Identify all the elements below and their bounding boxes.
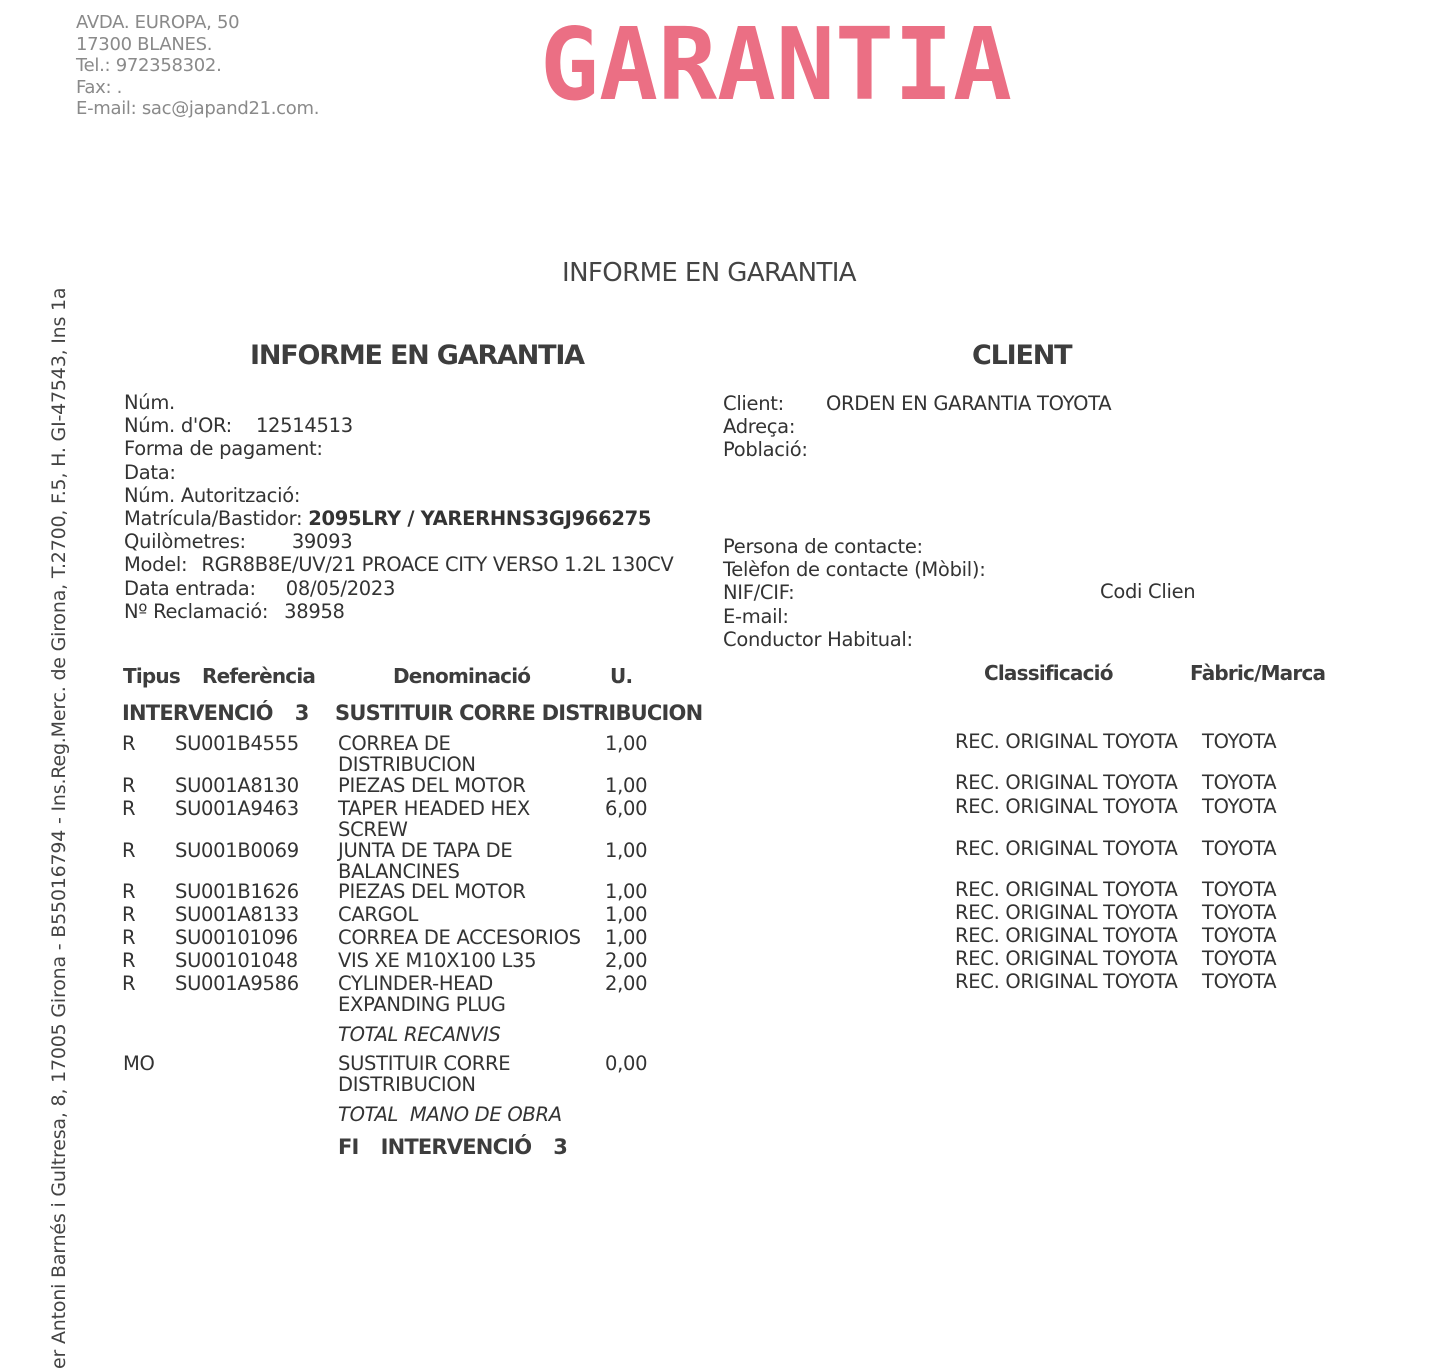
table-row-class: REC. ORIGINAL TOYOTA [955, 901, 1178, 924]
col-header-denominacio: Denominació [393, 664, 531, 688]
table-row-brand: TOYOTA [1202, 947, 1277, 970]
field-persona-contacte: Persona de contacte: [723, 535, 923, 558]
field-email: E-mail: [723, 604, 789, 628]
table-row-tipus: R [122, 926, 136, 949]
table-row-ref: SU001A9586 [175, 972, 299, 995]
labor-desc: SUSTITUIR CORRE DISTRIBUCION [338, 1052, 511, 1096]
phone-line: Tel.: 972358302. [76, 55, 222, 76]
table-row-units: 2,00 [605, 972, 648, 995]
table-row-units: 1,00 [605, 903, 648, 926]
field-num-or: Núm. d'OR: 12514513 [124, 414, 353, 438]
table-row-ref: SU001B0069 [175, 839, 299, 862]
table-row-tipus: R [122, 732, 136, 755]
field-conductor-habitual: Conductor Habitual: [723, 627, 913, 651]
table-row-desc: PIEZAS DEL MOTOR [338, 774, 526, 797]
table-row-brand: TOYOTA [1202, 730, 1277, 753]
client-fields [723, 392, 1111, 462]
table-row-brand: TOYOTA [1202, 795, 1277, 818]
table-row-tipus: R [122, 972, 136, 995]
col-header-classificacio: Classificació [984, 661, 1113, 685]
field-client: Client: ORDEN EN GARANTIA TOYOTA [723, 392, 1112, 415]
field-telefon-contacte: Telèfon de contacte (Mòbil): [723, 558, 986, 582]
table-row-tipus: R [122, 839, 136, 862]
table-row-units: 6,00 [605, 797, 648, 820]
report-heading: INFORME EN GARANTIA [250, 340, 584, 371]
field-num-reclamacio: Nº Reclamació: 38958 [124, 599, 345, 623]
total-mano-obra-label: TOTAL MANO DE OBRA [338, 1103, 562, 1126]
table-row-desc: VIS XE M10X100 L35 [338, 949, 537, 972]
table-row-class: REC. ORIGINAL TOYOTA [955, 970, 1178, 993]
field-model: Model: RGR8B8E/UV/21 PROACE CITY VERSO 1.2L 130CV [124, 553, 674, 577]
address-line: AVDA. EUROPA, 50 [76, 12, 240, 33]
col-header-units: U. [610, 664, 633, 688]
table-row-units: 1,00 [605, 880, 648, 903]
table-row-class: REC. ORIGINAL TOYOTA [955, 795, 1178, 818]
table-row-class: REC. ORIGINAL TOYOTA [955, 924, 1178, 947]
table-row-desc: CORREA DE DISTRIBUCION [338, 732, 476, 776]
table-row-brand: TOYOTA [1202, 878, 1277, 901]
table-row-tipus: R [122, 903, 136, 926]
table-row-ref: SU001B1626 [175, 880, 299, 903]
document-title: INFORME EN GARANTIA [562, 258, 856, 288]
table-row-desc: PIEZAS DEL MOTOR [338, 880, 526, 903]
codi-client-label: Codi Clien [1100, 580, 1196, 603]
table-row-brand: TOYOTA [1202, 924, 1277, 947]
field-adreca: Adreça: [723, 415, 796, 439]
email-line: E-mail: sac@japand21.com. [76, 98, 320, 119]
end-intervention: FI INTERVENCIÓ 3 [338, 1135, 568, 1159]
total-recanvis-label: TOTAL RECANVIS [338, 1023, 501, 1046]
table-row-desc: CORREA DE ACCESORIOS [338, 926, 581, 949]
table-row-units: 2,00 [605, 949, 648, 972]
field-forma-pagament: Forma de pagament: [124, 437, 323, 461]
table-row-class: REC. ORIGINAL TOYOTA [955, 947, 1178, 970]
table-row-tipus: R [122, 774, 136, 797]
table-row-desc: CYLINDER-HEAD EXPANDING PLUG [338, 972, 506, 1016]
field-num-autoritzacio: Núm. Autorització: [124, 483, 301, 507]
company-address-block [76, 12, 319, 120]
intervention-title: SUSTITUIR CORRE DISTRIBUCION [335, 701, 703, 725]
field-data-entrada: Data entrada: 08/05/2023 [124, 576, 396, 600]
col-header-fabric-marca: Fàbric/Marca [1190, 661, 1326, 685]
table-row-brand: TOYOTA [1202, 901, 1277, 924]
table-row-units: 1,00 [605, 926, 648, 949]
labor-units: 0,00 [605, 1052, 648, 1075]
table-row-ref: SU001A8133 [175, 903, 299, 926]
table-row-desc: JUNTA DE TAPA DE BALANCINES [338, 839, 513, 883]
client-contact-fields [723, 535, 985, 651]
company-registry-sidebar-text: er Antoni Barnés i Gultresa, 8, 17005 Girona - B55016794 - Ins.Reg.Merc. de Girona, T.2700, F.5, H. GI-47543, Ins 1a [48, 287, 70, 1369]
table-row-tipus: R [122, 949, 136, 972]
table-row-ref: SU00101096 [175, 926, 298, 949]
field-num: Núm. [124, 391, 175, 414]
postal-line: 17300 BLANES. [76, 33, 213, 55]
report-fields [124, 391, 673, 623]
client-heading: CLIENT [972, 340, 1072, 371]
table-row-tipus: R [122, 880, 136, 903]
table-row-class: REC. ORIGINAL TOYOTA [955, 837, 1178, 860]
table-row-brand: TOYOTA [1202, 771, 1277, 794]
field-matricula-bastidor: Matrícula/Bastidor: 2095LRY / YARERHNS3GJ966275 [124, 507, 652, 531]
table-row-units: 1,00 [605, 839, 648, 862]
garantia-stamp: GARANTIA [540, 6, 1013, 123]
col-header-tipus: Tipus [123, 664, 180, 688]
table-row-brand: TOYOTA [1202, 837, 1277, 860]
table-row-ref: SU001B4555 [175, 732, 299, 755]
table-row-tipus: R [122, 797, 136, 820]
table-row-brand: TOYOTA [1202, 970, 1277, 993]
table-row-class: REC. ORIGINAL TOYOTA [955, 878, 1178, 901]
table-row-class: REC. ORIGINAL TOYOTA [955, 771, 1178, 794]
table-row-desc: TAPER HEADED HEX SCREW [338, 797, 530, 841]
table-row-class: REC. ORIGINAL TOYOTA [955, 730, 1178, 753]
table-row-ref: SU001A9463 [175, 797, 299, 820]
field-quilometres: Quilòmetres: 39093 [124, 530, 353, 554]
col-header-referencia: Referència [202, 664, 316, 688]
table-row-units: 1,00 [605, 732, 648, 755]
table-row-units: 1,00 [605, 774, 648, 797]
intervention-label: INTERVENCIÓ 3 [122, 701, 309, 725]
table-row-ref: SU00101048 [175, 949, 298, 972]
field-data: Data: [124, 460, 176, 484]
field-poblacio: Població: [723, 438, 808, 462]
table-row-desc: CARGOL [338, 903, 419, 926]
fax-line: Fax: . [76, 76, 123, 98]
field-nif-cif: NIF/CIF: [723, 581, 795, 605]
labor-tipus: MO [123, 1052, 155, 1075]
table-row-ref: SU001A8130 [175, 774, 299, 797]
